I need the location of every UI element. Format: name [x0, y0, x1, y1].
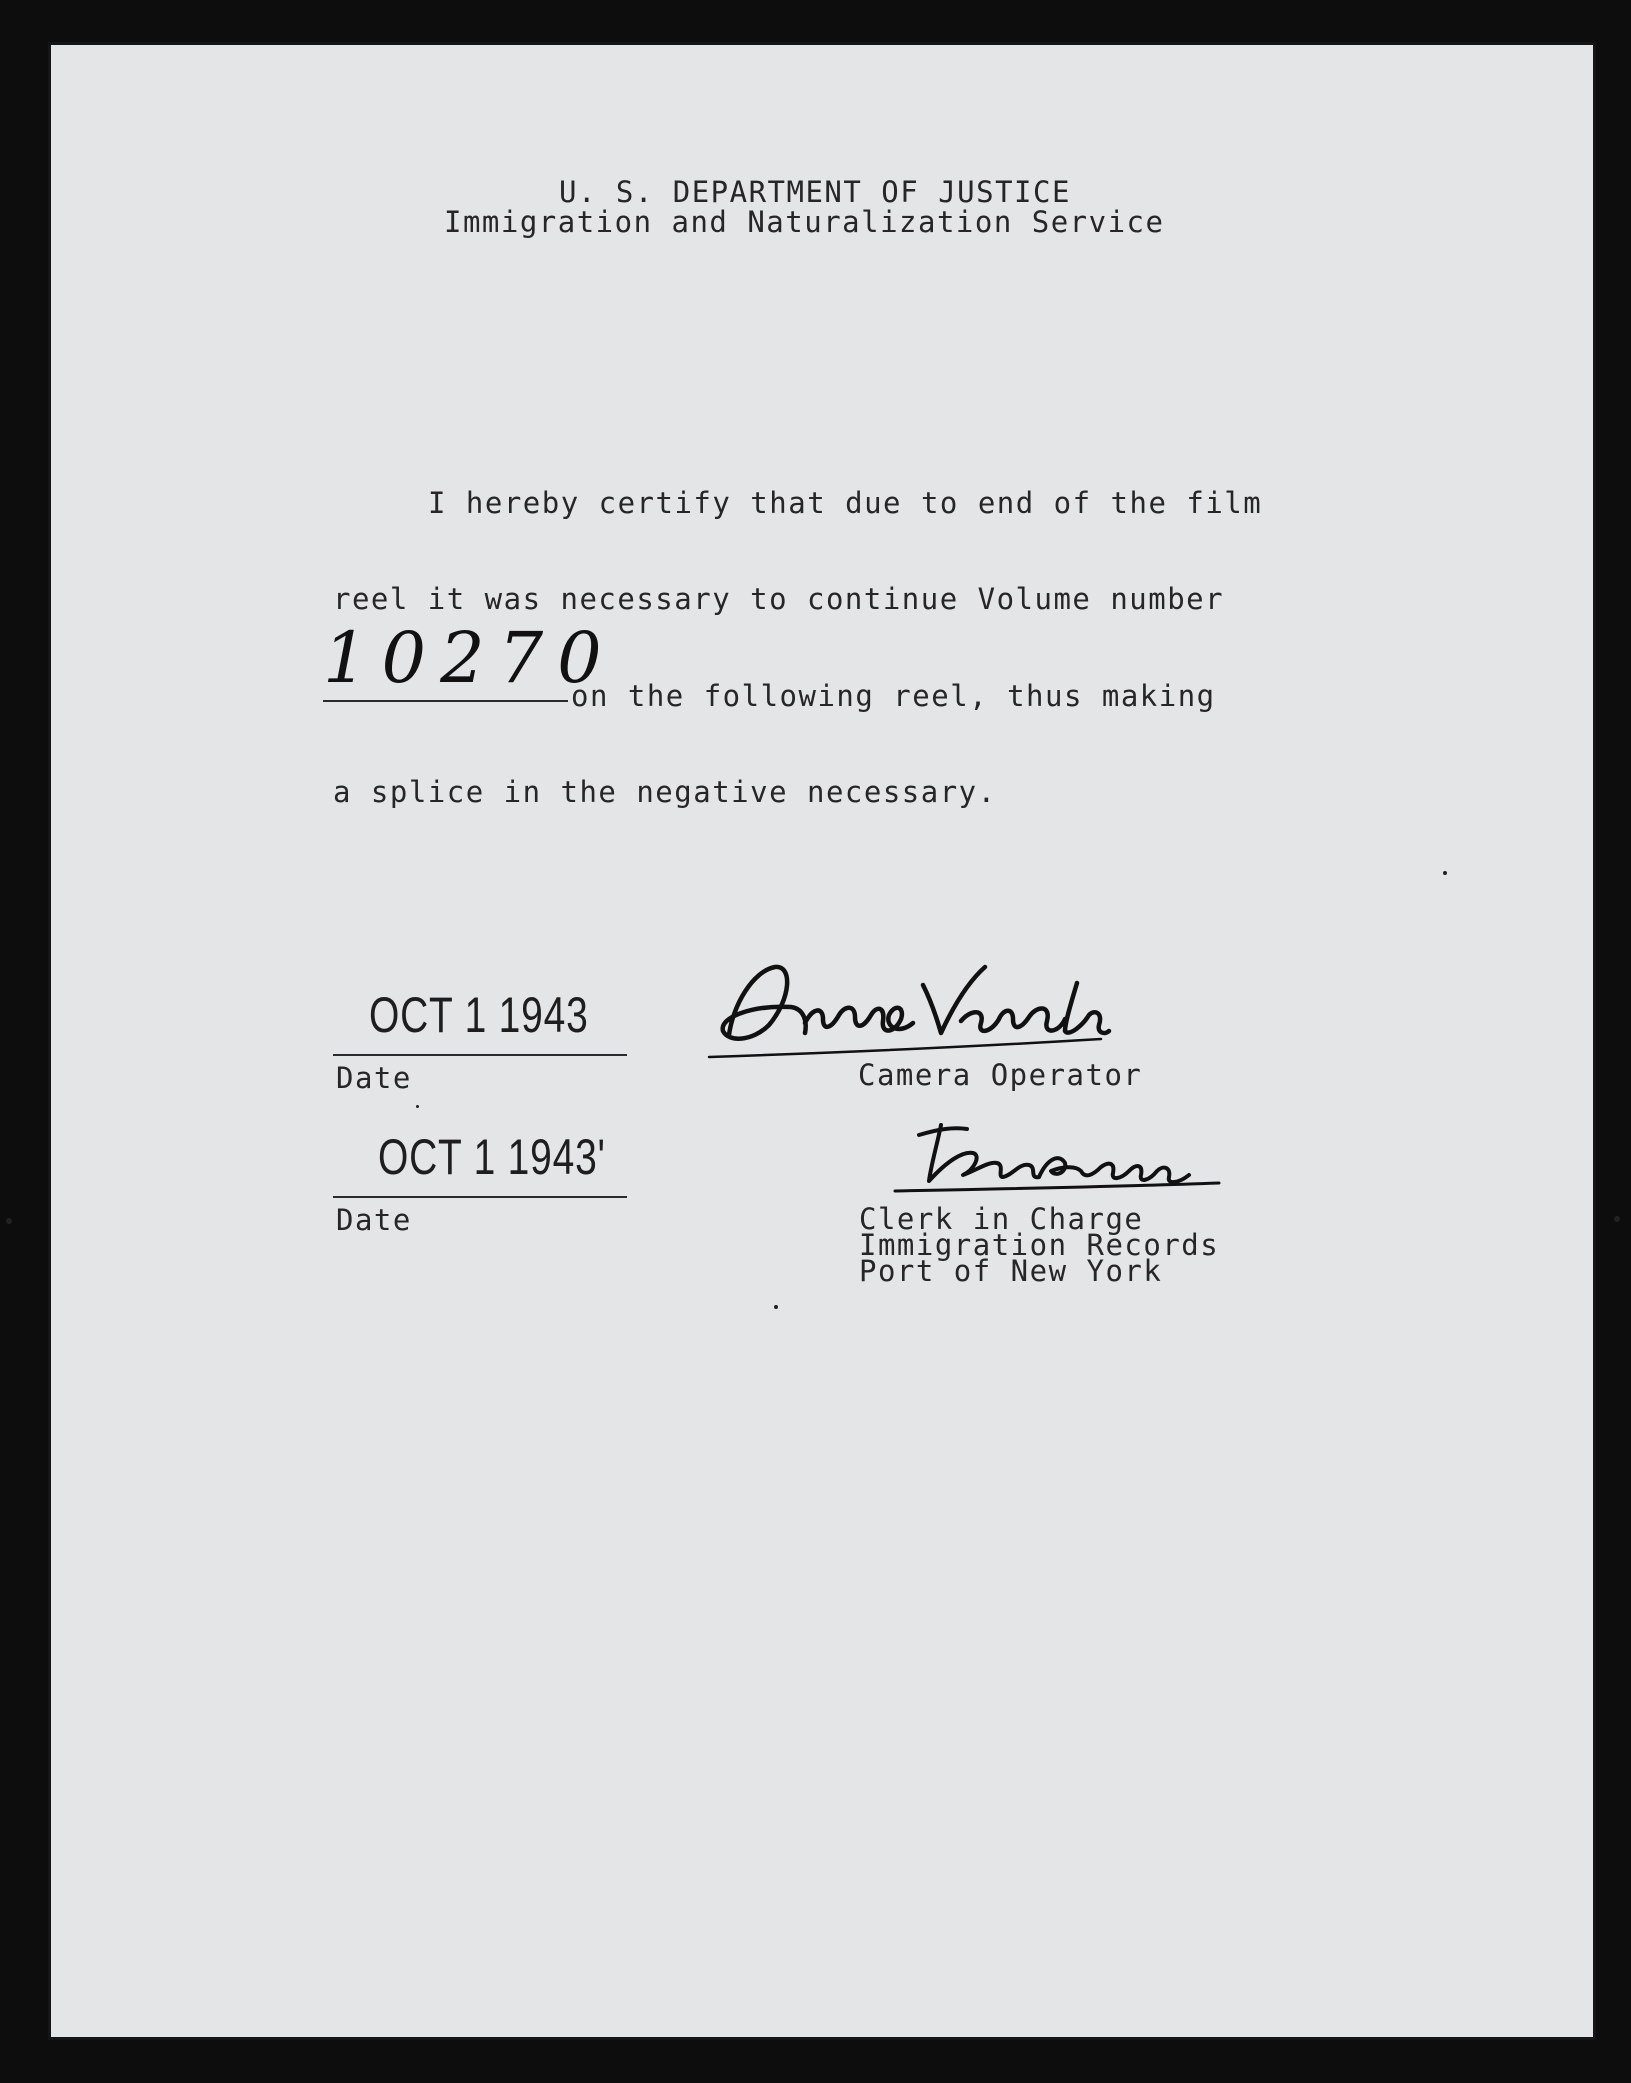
date-label-2: Date — [336, 1203, 412, 1237]
camera-operator-signature — [709, 943, 1109, 1063]
date-stamp-2: OCT 1 1943' — [378, 1129, 606, 1185]
speck — [1443, 871, 1447, 875]
speck — [416, 1105, 419, 1108]
certification-line-3: on the following reel, thus making — [571, 679, 1216, 713]
operator-title: Camera Operator — [858, 1058, 1143, 1092]
department-heading: U. S. DEPARTMENT OF JUSTICE — [559, 175, 1071, 209]
clerk-title-line-1: Clerk in Charge — [859, 1202, 1144, 1236]
date-label-1: Date — [336, 1061, 412, 1095]
date-line-1 — [333, 1054, 627, 1056]
date-stamp-1: OCT 1 1943 — [369, 987, 589, 1043]
speck — [774, 1305, 778, 1309]
edge-speck — [6, 1218, 12, 1224]
certification-line-4: a splice in the negative necessary. — [333, 775, 997, 809]
handwritten-volume-number: 10270 — [323, 617, 616, 699]
date-line-2 — [333, 1196, 627, 1198]
clerk-title-line-3: Port of New York — [859, 1254, 1163, 1288]
volume-number-underline — [323, 700, 568, 702]
clerk-signature — [889, 1105, 1229, 1205]
certification-line-2: reel it was necessary to continue Volume number — [333, 582, 1225, 616]
document-page — [48, 42, 1596, 2040]
edge-speck — [1614, 1216, 1620, 1222]
service-heading: Immigration and Naturalization Service — [444, 205, 1165, 239]
certification-line-1: I hereby certify that due to end of the film — [428, 486, 1263, 520]
clerk-title-line-2: Immigration Records — [859, 1228, 1220, 1262]
